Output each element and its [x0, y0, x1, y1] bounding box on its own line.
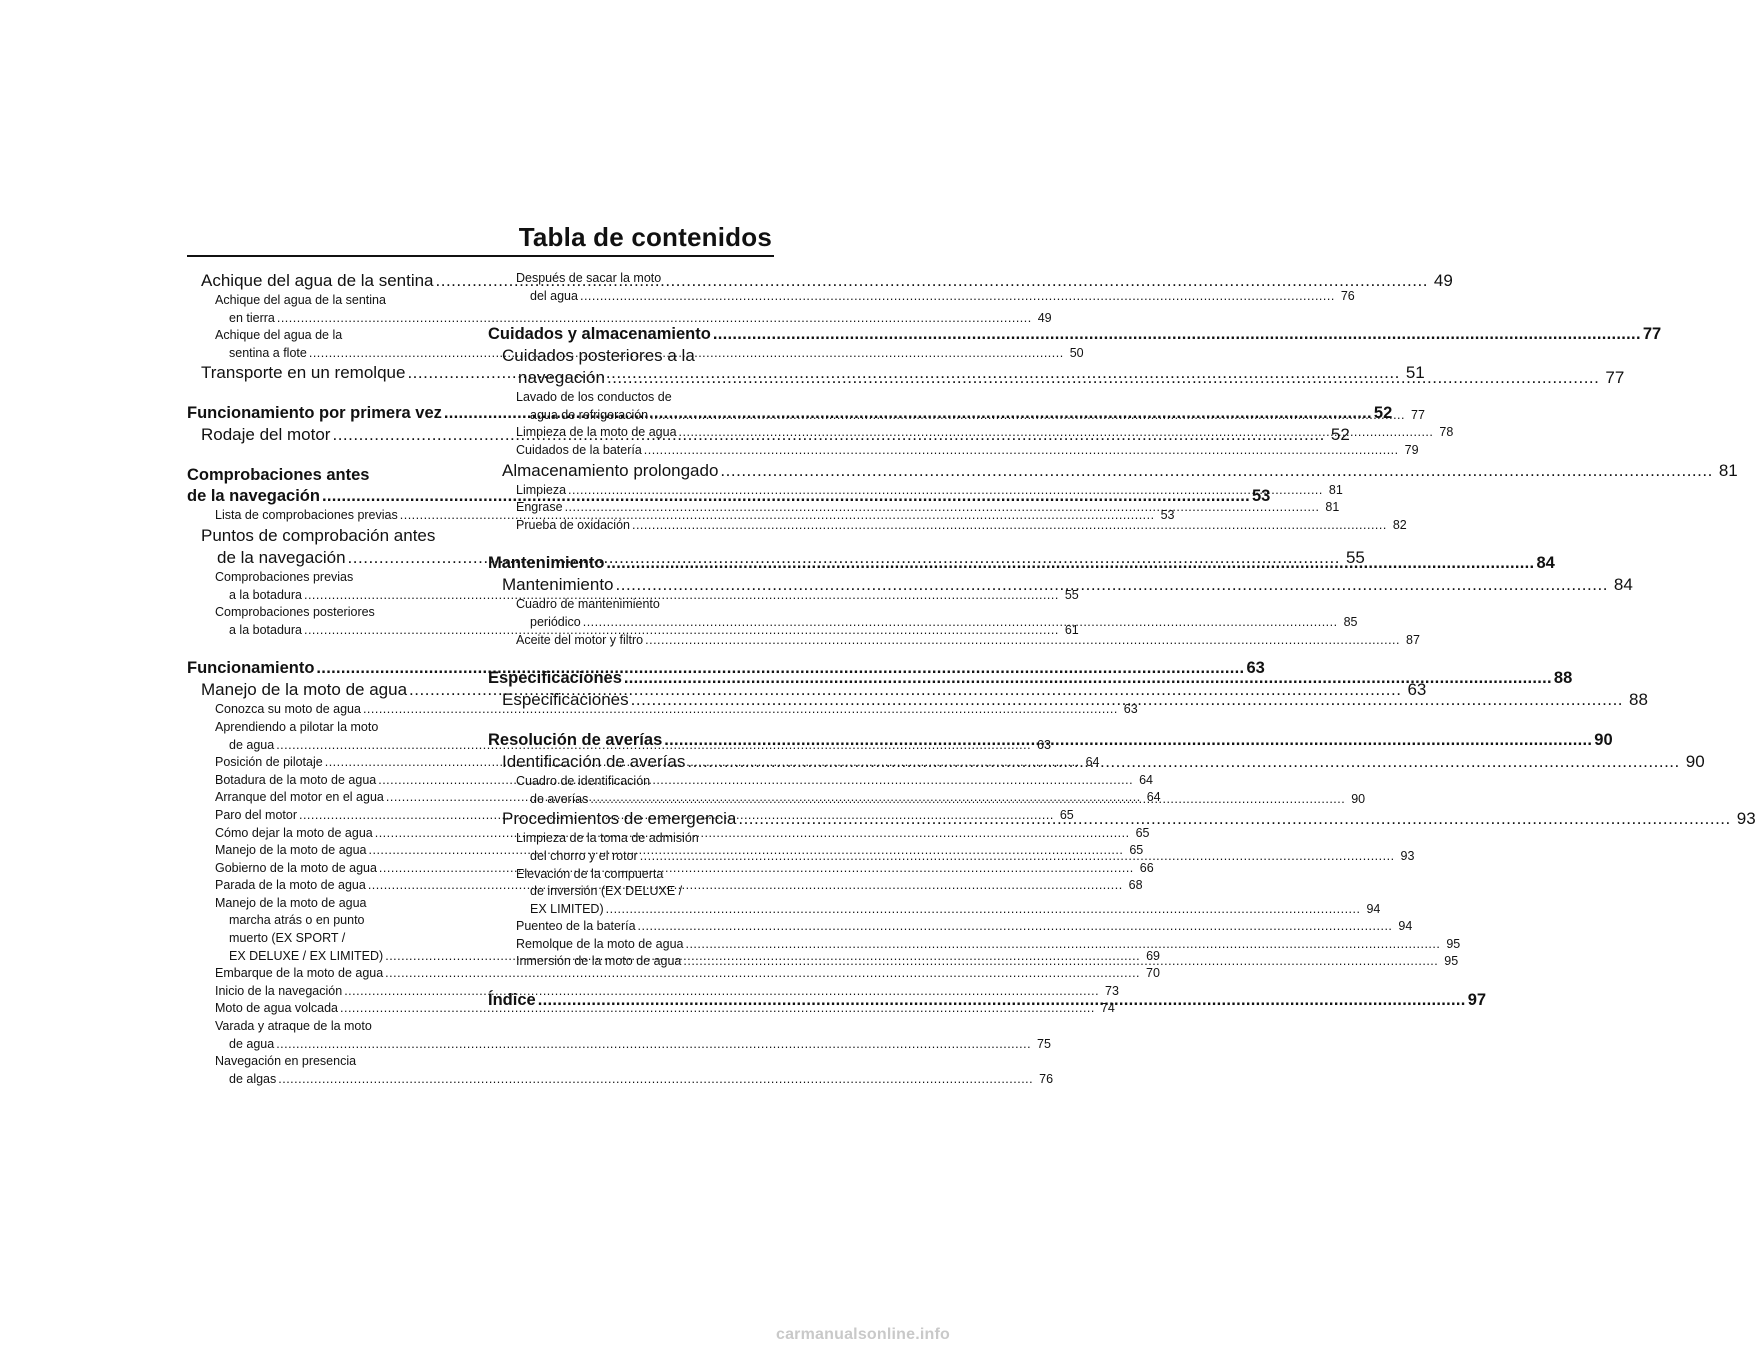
- dot-leader: [631, 689, 1623, 711]
- toc-page-number: 63: [1123, 702, 1138, 717]
- toc-page-number: 63: [1037, 737, 1051, 752]
- toc-page-number: 61: [1064, 622, 1079, 637]
- dot-leader: [650, 407, 1405, 425]
- dot-leader: [679, 424, 1434, 442]
- toc-entry-label: Limpieza de la moto de agua: [516, 425, 677, 440]
- toc-entry-label: Aceite del motor y filtro: [516, 632, 644, 647]
- toc-page-number: 88: [1629, 690, 1648, 710]
- toc-entry-label: EX DELUXE / EX LIMITED): [229, 948, 384, 963]
- toc-page-number: 55: [1064, 587, 1079, 602]
- toc-subsection[interactable]: [187, 701, 1138, 719]
- toc-page-number: 76: [1039, 1071, 1054, 1086]
- dot-leader: [565, 499, 1320, 517]
- toc-page-number: 68: [1128, 878, 1143, 893]
- toc-page-number: 50: [1069, 345, 1084, 360]
- toc-entry-label: Posición de pilotaje: [215, 755, 323, 770]
- toc-entry-label: Mantenimiento: [502, 575, 614, 595]
- toc-subsection[interactable]: [488, 918, 1413, 936]
- toc-entry-label: de agua: [229, 1036, 275, 1051]
- chapter-spacer: [488, 534, 774, 553]
- toc-page-number: 77: [1411, 407, 1425, 422]
- toc-entry-label: Comprobaciones antes: [187, 466, 370, 485]
- toc-entry-label: Manejo de la moto de agua: [201, 680, 408, 700]
- toc-entry-label: Remolque de la moto de agua: [516, 936, 684, 951]
- chapter-spacer: [488, 971, 774, 990]
- chapter-spacer: [488, 711, 774, 730]
- toc-page-number: 90: [1594, 731, 1613, 750]
- toc-entry-label: muerto (EX SPORT /: [229, 931, 346, 946]
- toc-entry-label: EX LIMITED): [530, 901, 604, 916]
- dot-leader: [583, 614, 1338, 632]
- toc-section[interactable]: [488, 460, 1738, 482]
- toc-entry-label: Cuidados posteriores a la: [502, 346, 695, 366]
- toc-subsection[interactable]: [187, 965, 1160, 983]
- toc-entry-label: Lavado de los conductos de: [516, 390, 672, 405]
- toc-entry-label: de la navegación: [187, 487, 320, 506]
- toc-page-number: 65: [1129, 843, 1144, 858]
- toc-entry-label: Procedimientos de emergencia: [502, 809, 737, 829]
- toc-entry-label: Cuidados de la batería: [516, 442, 642, 457]
- toc-page-number: 69: [1146, 948, 1160, 963]
- toc-page-number: 51: [1405, 363, 1425, 383]
- toc-entry-label: Puntos de comprobación antes: [201, 525, 436, 545]
- toc-page-number: 82: [1392, 517, 1407, 532]
- toc-entry-label: Manejo de la moto de agua: [215, 895, 367, 910]
- toc-page-number: 88: [1553, 669, 1573, 688]
- toc-page-number: 97: [1467, 991, 1487, 1010]
- toc-entry-label: Lista de comprobaciones previas: [215, 508, 398, 523]
- toc-page-number: 90: [1685, 752, 1705, 772]
- toc-page-number: 63: [1246, 659, 1265, 678]
- toc-page-number: 65: [1135, 825, 1150, 840]
- toc-entry-label: de inversión (EX DELUXE /: [530, 884, 683, 899]
- toc-page-number: 78: [1439, 425, 1454, 440]
- dot-leader: [278, 1071, 1033, 1089]
- dot-leader: [640, 848, 1395, 866]
- toc-page-number: 53: [1160, 508, 1175, 523]
- chapter-spacer: [488, 305, 774, 324]
- toc-page-number: 90: [1351, 791, 1366, 806]
- toc-entry-label: Aprendiendo a pilotar la moto: [215, 719, 379, 734]
- dot-leader: [738, 808, 1730, 830]
- dot-leader: [687, 751, 1679, 773]
- toc-entry-label: Comprobaciones posteriores: [215, 605, 375, 620]
- dot-leader: [568, 482, 1323, 500]
- toc-page-number: 49: [1037, 310, 1052, 325]
- toc-page-number: 94: [1398, 919, 1413, 934]
- watermark: carmanualsonline.info: [775, 1326, 950, 1343]
- toc-entry-label: de la navegación: [217, 547, 346, 567]
- dot-leader: [683, 953, 1438, 971]
- dot-leader: [685, 936, 1440, 954]
- toc-page-number: 65: [1059, 807, 1074, 822]
- toc-page-number: 93: [1736, 809, 1756, 829]
- toc-page-number: 53: [1251, 487, 1271, 506]
- toc-entry-label: Transporte en un remolque: [201, 363, 406, 383]
- toc-entry-label: sentina a flote: [229, 345, 307, 360]
- toc-entry-label: agua de refrigeración: [530, 407, 649, 422]
- toc-page-number: 66: [1139, 860, 1154, 875]
- toc-subsection[interactable]: [488, 442, 1419, 460]
- toc-entry-label: Cuadro de identificación: [516, 774, 651, 789]
- toc-page-number: 52: [1330, 425, 1350, 445]
- toc-page-number: 94: [1366, 901, 1381, 916]
- dot-leader: [645, 632, 1400, 650]
- toc-subsection[interactable]: [488, 270, 1355, 305]
- dot-leader: [606, 553, 1534, 574]
- toc-subsection[interactable]: [488, 632, 1420, 650]
- toc-page-number: 81: [1718, 460, 1738, 480]
- dot-leader: [276, 1036, 1031, 1054]
- dot-leader: [606, 901, 1361, 919]
- toc-entry-label: en tierra: [229, 310, 275, 325]
- toc-entry-label: de algas: [229, 1071, 277, 1086]
- dot-leader: [713, 324, 1641, 345]
- toc-page-number: 77: [1642, 325, 1662, 344]
- toc-entry-label: Cuadro de mantenimiento: [516, 597, 660, 612]
- toc-entry-label: Arranque del motor en el agua: [215, 790, 384, 805]
- toc-page-number: 63: [1407, 680, 1427, 700]
- toc-page-number: 95: [1446, 936, 1461, 951]
- toc-subsection[interactable]: [488, 936, 1461, 954]
- toc-page-number: 55: [1345, 547, 1365, 567]
- toc-entry-label: Almacenamiento prolongado: [502, 460, 719, 480]
- toc-page-number: 73: [1105, 983, 1119, 998]
- toc-entry-label: Cómo dejar la moto de agua: [215, 825, 373, 840]
- toc-entry-label: Botadura de la moto de agua: [215, 772, 377, 787]
- toc-entry-label: Puenteo de la batería: [516, 919, 636, 934]
- toc-page-number: 64: [1139, 772, 1153, 787]
- toc-page-number: 93: [1400, 848, 1415, 863]
- title-rule: [187, 255, 774, 257]
- toc-entry-label: del agua: [530, 288, 578, 303]
- toc-entry-label: de averías: [530, 791, 589, 806]
- toc-entry-label: Elevación de la compuerta: [516, 866, 664, 881]
- toc-page-number: 85: [1343, 614, 1358, 629]
- toc-page-number: 64: [1085, 755, 1100, 770]
- toc-entry-label: Inmersión de la moto de agua: [516, 954, 682, 969]
- dot-leader: [616, 574, 1608, 596]
- toc-entry-label: navegación: [518, 368, 605, 388]
- toc-entry-label: a la botadura: [229, 622, 302, 637]
- toc-entry-label: del chorro y el rotor: [530, 848, 638, 863]
- dot-leader: [644, 442, 1399, 460]
- toc-entry-label: a la botadura: [229, 587, 302, 602]
- toc-entry-label: Varada y atraque de la moto: [215, 1019, 372, 1034]
- toc-entry-label: Prueba de oxidación: [516, 517, 630, 532]
- chapter-spacer: [187, 446, 473, 465]
- toc-subsection[interactable]: [187, 1018, 1051, 1053]
- toc-page-number: 79: [1404, 442, 1419, 457]
- toc-entry-label: Índice: [488, 991, 536, 1010]
- dot-leader: [638, 918, 1393, 936]
- toc-page-number: 84: [1536, 554, 1555, 573]
- toc-entry-label: Cuidados y almacenamiento: [488, 325, 711, 344]
- toc-entry-label: Mantenimiento: [488, 554, 605, 573]
- toc-page-number: 76: [1340, 288, 1355, 303]
- toc-entry-label: Funcionamiento: [187, 659, 315, 678]
- toc-page-number: 74: [1100, 1001, 1115, 1016]
- toc-page-number: 64: [1146, 790, 1161, 805]
- dot-leader: [580, 288, 1335, 306]
- toc-entry-label: Achique del agua de la: [215, 328, 343, 343]
- dot-leader: [624, 668, 1552, 689]
- toc-entry-label: Parada de la moto de agua: [215, 878, 366, 893]
- toc-page-number: 95: [1444, 954, 1459, 969]
- toc-page-number: 49: [1433, 271, 1453, 290]
- toc-page-number: 77: [1605, 368, 1625, 388]
- toc-entry-label: Después de sacar la moto: [516, 271, 662, 285]
- toc-entry-label: Inicio de la navegación: [215, 983, 343, 998]
- chapter-spacer: [187, 384, 473, 403]
- chapter-spacer: [488, 649, 774, 668]
- toc-entry-label: Conozca su moto de agua: [215, 702, 361, 717]
- toc-page-number: 70: [1146, 966, 1160, 981]
- toc-entry-label: marcha atrás o en punto: [229, 913, 365, 928]
- toc-page-number: 84: [1613, 575, 1633, 595]
- toc-entry-label: Rodaje del motor: [201, 425, 331, 445]
- toc-page-number: 52: [1373, 404, 1393, 423]
- toc-chapter[interactable]: [488, 324, 1662, 345]
- toc-entry-label: Engrase: [516, 500, 563, 515]
- dot-leader: [590, 791, 1345, 809]
- toc-page-number: 75: [1037, 1036, 1051, 1051]
- toc-entry-label: Embarque de la moto de agua: [215, 966, 384, 981]
- chapter-spacer: [187, 639, 473, 658]
- toc-subsection[interactable]: [488, 517, 1407, 535]
- toc-entry-label: Gobierno de la moto de agua: [215, 860, 377, 875]
- toc-subsection[interactable]: [187, 292, 1052, 327]
- toc-entry-label: Navegación en presencia: [215, 1054, 357, 1069]
- toc-entry-label: Resolución de averías: [488, 731, 663, 750]
- toc-entry-label: Achique del agua de la sentina: [201, 271, 434, 290]
- toc-entry-label: Funcionamiento por primera vez: [187, 404, 442, 423]
- page-title: Tabla de contenidos: [518, 222, 772, 252]
- toc-entry-label: Limpieza: [516, 482, 567, 497]
- toc-entry-label: Achique del agua de la sentina: [215, 293, 386, 307]
- toc-entry-label: Especificaciones: [502, 690, 629, 710]
- dot-leader: [720, 460, 1712, 482]
- toc-subsection[interactable]: [187, 1053, 1054, 1088]
- dot-leader: [632, 517, 1387, 535]
- dot-leader: [538, 990, 1466, 1011]
- toc-page-number: 87: [1406, 632, 1420, 647]
- dot-leader: [664, 730, 1592, 751]
- dot-leader: [607, 367, 1599, 389]
- toc-entry-label: de agua: [229, 737, 275, 752]
- toc-entry-label: Paro del motor: [215, 807, 297, 822]
- toc-entry-label: Moto de agua volcada: [215, 1001, 339, 1016]
- toc-entry-label: Limpieza de la toma de admisión: [516, 831, 699, 846]
- toc-page-number: 81: [1328, 482, 1343, 497]
- toc-entry-label: Especificaciones: [488, 669, 622, 688]
- toc-entry-label: Identificación de averías: [502, 752, 686, 772]
- toc-page-number: 81: [1325, 500, 1340, 515]
- toc-entry-label: periódico: [530, 614, 581, 629]
- toc-entry-label: Manejo de la moto de agua: [215, 843, 367, 858]
- toc-entry-label: Comprobaciones previas: [215, 569, 354, 584]
